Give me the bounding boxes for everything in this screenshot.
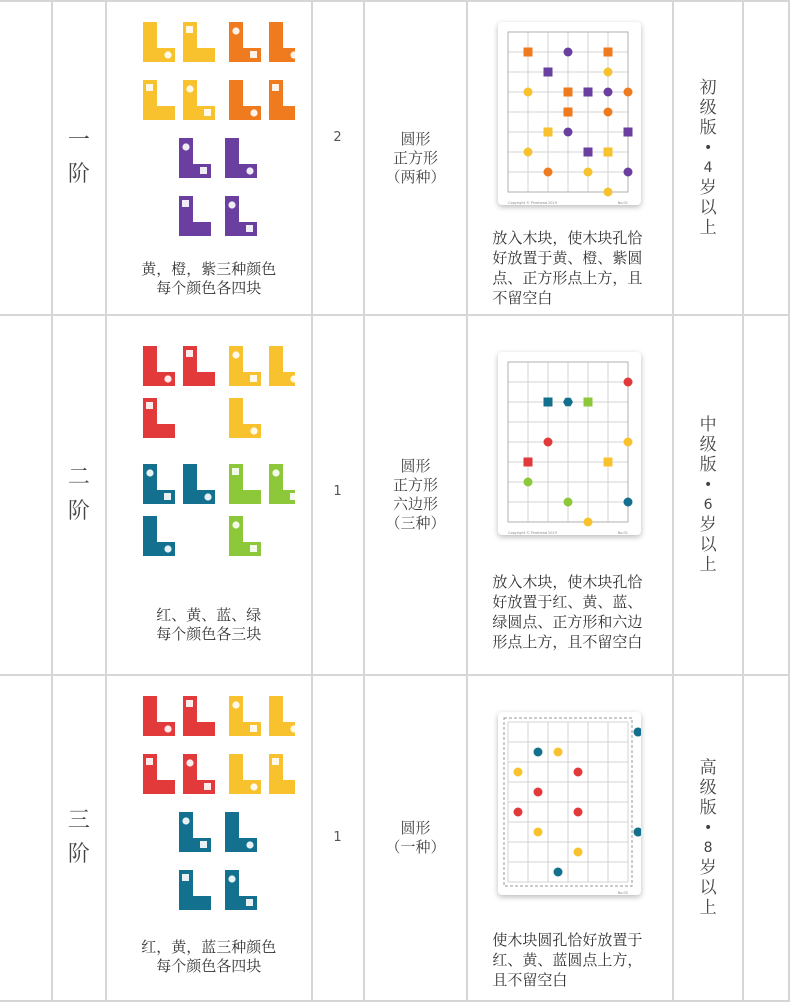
board-dot-circle — [624, 498, 633, 507]
board-copyright: Copyright © Pinehead 2019 — [508, 201, 558, 205]
shape-line: （一种） — [385, 838, 446, 856]
piece-count: 1 — [312, 315, 364, 675]
board-dot-square — [544, 128, 553, 137]
age-char: 以 — [699, 198, 717, 218]
l-piece — [225, 812, 257, 852]
pieces-caption — [107, 260, 311, 298]
l-piece — [179, 870, 211, 910]
shape-types — [364, 1, 468, 315]
board-dot-circle — [534, 788, 543, 797]
l-piece — [229, 754, 261, 794]
desc-line: 绿圆点、正方形和六边 — [492, 613, 643, 631]
board-dot-circle — [604, 108, 613, 117]
age-char: 4 — [703, 160, 713, 176]
board-description — [492, 228, 660, 308]
desc-line: 形点上方，且不留空白 — [492, 633, 643, 651]
age-char: 6 — [703, 497, 713, 513]
margin-cell — [0, 675, 52, 1001]
l-piece — [229, 346, 261, 386]
puzzle-board — [498, 712, 641, 895]
level-label — [52, 315, 106, 675]
shape-types — [364, 315, 468, 675]
l-piece — [229, 80, 261, 120]
age-char: 岁 — [699, 178, 717, 198]
board-dot-square — [624, 128, 633, 137]
age-char: 以 — [699, 878, 717, 898]
l-piece — [179, 812, 211, 852]
l-piece — [269, 346, 295, 386]
puzzle-board — [498, 22, 641, 205]
board-cell — [467, 675, 673, 1001]
l-piece — [179, 196, 211, 236]
l-piece — [183, 754, 215, 794]
pieces-illustration — [125, 22, 295, 242]
margin-cell — [0, 315, 52, 675]
age-char: 版 — [699, 455, 717, 475]
level-row-3 — [0, 675, 789, 1001]
shape-line: 正方形 — [392, 476, 438, 494]
board-dot-circle — [554, 748, 563, 757]
board-dot-square — [544, 398, 553, 407]
level-char: 一 — [67, 128, 90, 153]
board-dot-square — [584, 398, 593, 407]
puzzle-card — [498, 712, 641, 895]
board-dot-circle — [554, 868, 563, 877]
level-label — [52, 1, 106, 315]
shape-line: 六边形 — [392, 495, 438, 513]
l-piece — [183, 696, 215, 736]
board-cell — [467, 315, 673, 675]
age-char: 级 — [699, 435, 717, 455]
shape-line: 圆形 — [400, 129, 431, 148]
board-cell — [467, 1, 673, 315]
board-dot-hexagon — [563, 398, 573, 407]
board-dot-circle — [574, 808, 583, 817]
age-char: 岁 — [699, 858, 717, 878]
board-dot-square — [584, 88, 593, 97]
level-char: 阶 — [67, 162, 90, 187]
puzzle-card — [498, 22, 641, 205]
l-piece — [269, 754, 295, 794]
l-piece — [225, 870, 257, 910]
age-char: 上 — [699, 555, 717, 575]
shape-types — [364, 675, 468, 1001]
l-piece — [229, 696, 261, 736]
shape-line: （两种） — [385, 167, 446, 186]
l-piece — [183, 80, 215, 120]
l-piece — [269, 22, 295, 62]
l-piece — [183, 346, 215, 386]
desc-line: 且不留空白 — [492, 971, 568, 989]
board-number: No.05 — [618, 891, 629, 895]
board-dot-circle — [624, 438, 633, 447]
pieces-cell — [106, 1, 312, 315]
board-dot-circle — [514, 808, 523, 817]
board-dot-square — [524, 458, 533, 467]
board-dot-circle — [544, 438, 553, 447]
l-piece — [183, 22, 215, 62]
board-copyright: Copyright © Pinehead 2019 — [508, 531, 558, 535]
caption-line: 每个颜色各四块 — [156, 279, 262, 297]
board-description — [492, 572, 660, 652]
age-char: 岁 — [699, 515, 717, 535]
board-dot-square — [584, 148, 593, 157]
board-number: No.01 — [618, 531, 629, 535]
board-dot-circle — [564, 498, 573, 507]
age-char: 高 — [699, 758, 717, 778]
board-dot-circle — [574, 768, 583, 777]
desc-line: 放入木块，使木块孔恰 — [492, 229, 643, 247]
desc-line: 好放置于红、黄、蓝、 — [492, 593, 643, 611]
board-dot-circle — [634, 828, 642, 837]
piece-count: 1 — [312, 675, 364, 1001]
age-char: • — [703, 477, 713, 493]
l-piece — [269, 80, 295, 120]
age-label — [673, 1, 743, 315]
pieces-illustration — [125, 696, 295, 916]
puzzle-board — [498, 352, 641, 535]
l-piece — [229, 516, 261, 556]
l-piece — [143, 22, 175, 62]
level-row-1 — [0, 1, 789, 315]
l-piece — [143, 464, 175, 504]
l-piece — [269, 696, 295, 736]
pieces-caption — [107, 606, 311, 644]
age-char: 中 — [699, 415, 717, 435]
board-dot-circle — [564, 48, 573, 57]
l-piece — [143, 346, 175, 386]
level-char: 阶 — [67, 499, 90, 524]
board-dot-circle — [524, 148, 533, 157]
board-dot-square — [524, 48, 533, 57]
age-char: 版 — [699, 118, 717, 138]
board-dot-circle — [624, 88, 633, 97]
level-char: 二 — [67, 465, 90, 490]
board-dot-circle — [534, 748, 543, 757]
age-char: 8 — [703, 840, 713, 856]
board-dot-square — [604, 48, 613, 57]
age-label — [673, 675, 743, 1001]
pieces-cell — [106, 315, 312, 675]
shape-line: 圆形 — [400, 819, 431, 837]
caption-line: 红、黄、蓝、绿 — [156, 606, 262, 624]
level-row-2 — [0, 315, 789, 675]
l-piece — [225, 196, 257, 236]
board-dot-square — [564, 88, 573, 97]
age-label — [673, 315, 743, 675]
desc-line: 点、正方形点上方，且 — [492, 269, 643, 287]
board-dot-square — [604, 458, 613, 467]
board-dot-circle — [524, 478, 533, 487]
board-dot-square — [564, 108, 573, 117]
l-piece — [143, 696, 175, 736]
caption-line: 红，黄，蓝三种颜色 — [141, 938, 277, 956]
margin-cell — [0, 1, 52, 315]
age-char: 版 — [699, 798, 717, 818]
margin-cell — [743, 315, 789, 675]
l-piece — [229, 464, 261, 504]
margin-cell — [743, 675, 789, 1001]
shape-line: （三种） — [385, 514, 446, 532]
board-dot-circle — [544, 168, 553, 177]
age-char: • — [703, 820, 713, 836]
board-dot-circle — [514, 768, 523, 777]
age-char: 初 — [699, 78, 717, 98]
desc-line: 使木块圆孔恰好放置于 — [492, 931, 643, 949]
desc-line: 放入木块，使木块孔恰 — [492, 573, 643, 591]
l-piece — [225, 138, 257, 178]
shape-line: 圆形 — [400, 457, 431, 475]
l-piece — [143, 398, 175, 438]
desc-line: 红、黄、蓝圆点上方， — [492, 951, 643, 969]
board-description — [492, 930, 660, 990]
board-dot-circle — [604, 88, 613, 97]
l-piece — [183, 464, 215, 504]
level-char: 阶 — [67, 842, 90, 867]
age-char: 上 — [699, 898, 717, 918]
l-piece — [179, 138, 211, 178]
board-number: No.01 — [618, 201, 629, 205]
board-dot-circle — [534, 828, 543, 837]
board-dot-circle — [524, 88, 533, 97]
age-char: • — [703, 140, 713, 156]
level-char: 三 — [67, 808, 90, 833]
piece-count: 2 — [312, 1, 364, 315]
board-dot-circle — [624, 378, 633, 387]
l-piece — [229, 398, 261, 438]
l-piece — [269, 464, 295, 504]
caption-line: 每个颜色各四块 — [156, 957, 262, 975]
age-char: 级 — [699, 778, 717, 798]
desc-line: 不留空白 — [492, 289, 553, 307]
board-dot-circle — [604, 188, 613, 197]
board-dot-square — [604, 148, 613, 157]
age-char: 以 — [699, 535, 717, 555]
board-dot-circle — [634, 728, 642, 737]
l-piece — [229, 22, 261, 62]
board-dot-circle — [574, 848, 583, 857]
l-piece — [143, 80, 175, 120]
board-dot-square — [544, 68, 553, 77]
board-dot-circle — [584, 518, 593, 527]
pieces-illustration — [125, 346, 295, 566]
pieces-cell — [106, 675, 312, 1001]
age-char: 级 — [699, 98, 717, 118]
shape-line: 正方形 — [392, 148, 438, 167]
pieces-caption — [107, 938, 311, 976]
l-piece — [143, 754, 175, 794]
board-dot-circle — [584, 168, 593, 177]
board-grid — [508, 722, 628, 882]
desc-line: 好放置于黄、橙、紫圆 — [492, 249, 643, 267]
caption-line: 黄，橙，紫三种颜色 — [141, 260, 277, 278]
puzzle-card — [498, 352, 641, 535]
board-dot-circle — [624, 168, 633, 177]
board-dot-circle — [604, 68, 613, 77]
age-char: 上 — [699, 218, 717, 238]
l-piece — [143, 516, 175, 556]
board-dot-circle — [564, 128, 573, 137]
level-label — [52, 675, 106, 1001]
margin-cell — [743, 1, 789, 315]
caption-line: 每个颜色各三块 — [156, 625, 262, 643]
